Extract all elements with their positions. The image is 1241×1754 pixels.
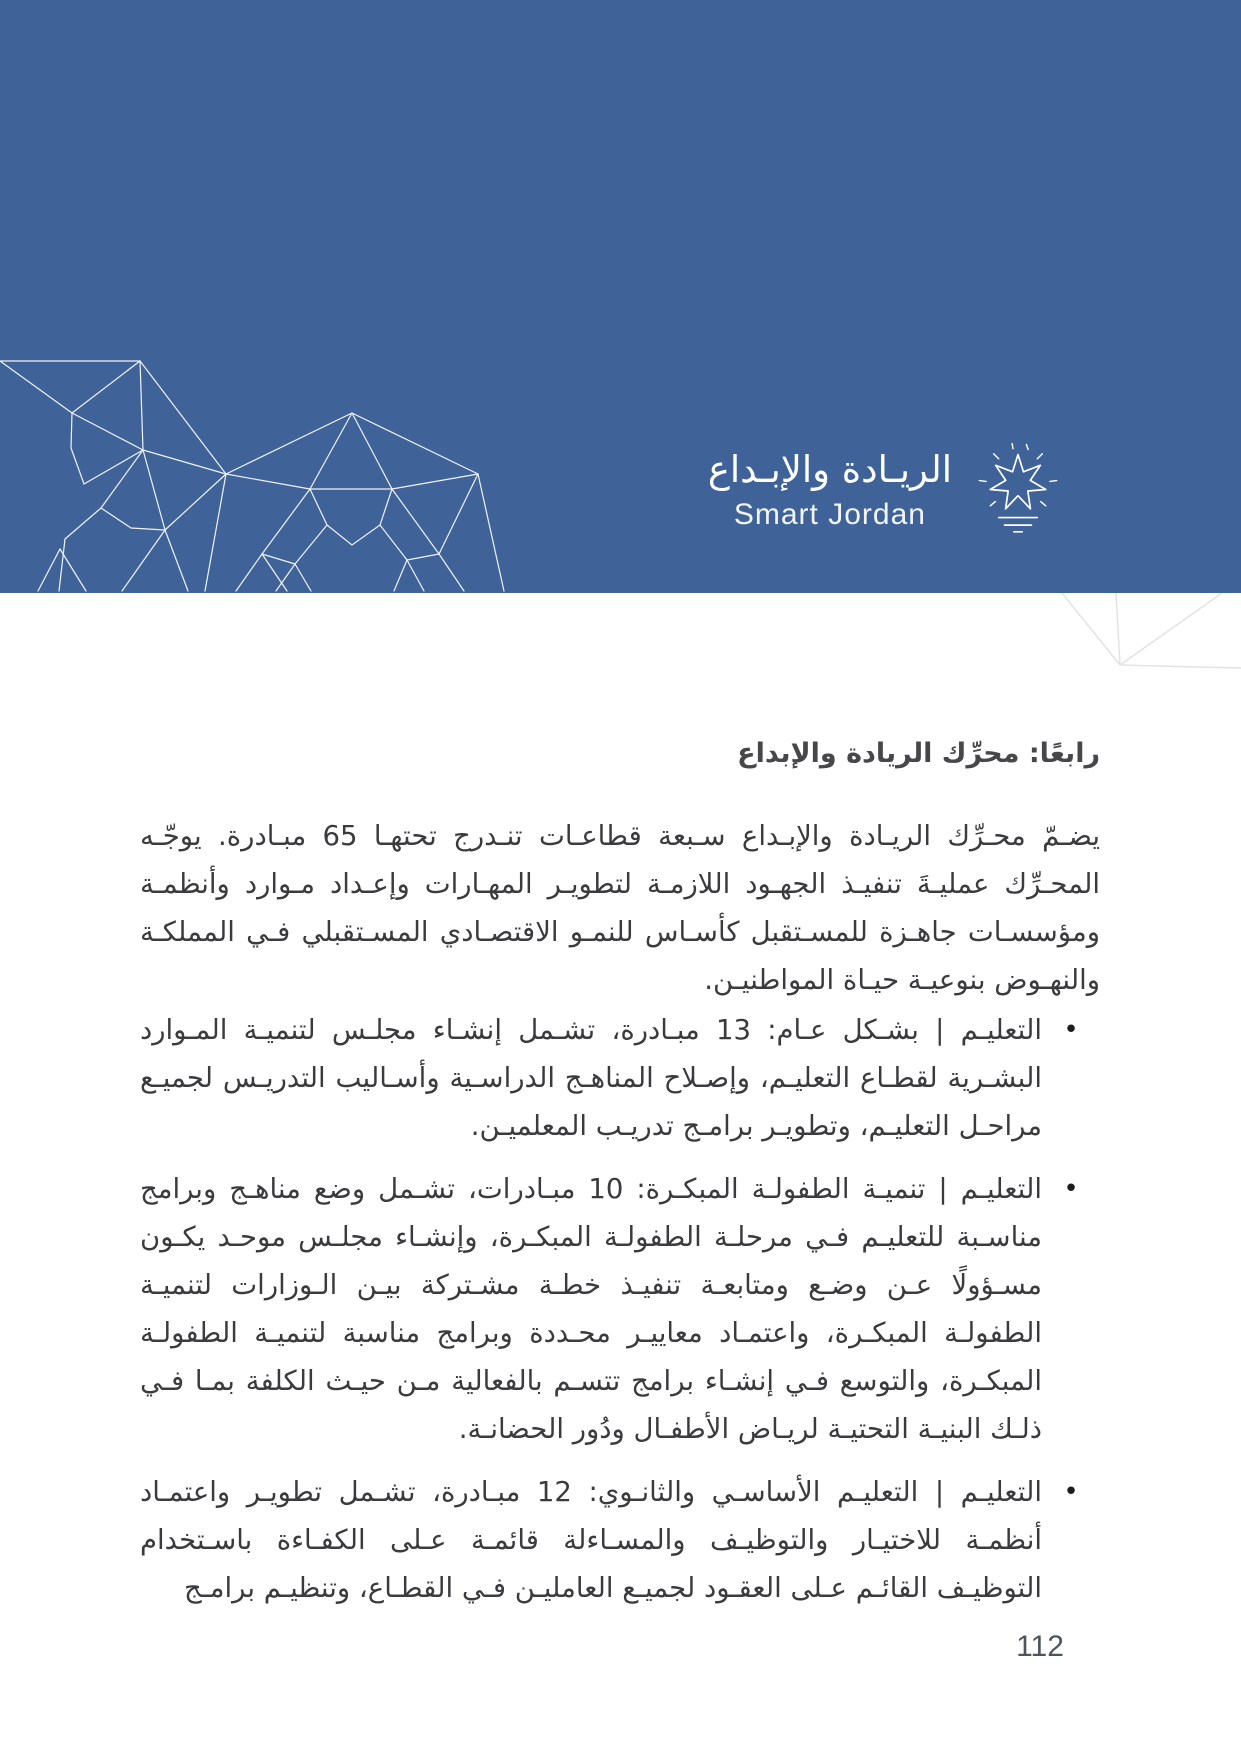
page-number: 112 xyxy=(1016,1630,1064,1663)
bullet-marker: • xyxy=(1063,1174,1079,1204)
banner-title-english: Smart Jordan xyxy=(733,497,926,531)
smart-jordan-logo xyxy=(708,434,1060,544)
bullet-marker: • xyxy=(1063,1477,1079,1507)
list-item xyxy=(140,1165,1100,1453)
list-item xyxy=(140,1006,1100,1150)
banner-mesh-art xyxy=(0,353,660,593)
bullet-list xyxy=(140,1006,1100,1627)
bullet-marker: • xyxy=(1063,1015,1079,1045)
banner xyxy=(0,0,1241,593)
faint-mesh-art xyxy=(1050,593,1241,671)
list-item xyxy=(140,1468,1100,1612)
banner-title-block xyxy=(708,447,952,530)
bullet-text: التعليـم | تنميـة الطفولـة المبكـرة: 10 مبـادرات، تشـمل وضع مناهـج وبرامج مناسـبة للتعليـم فـي مرحلـة الطفولـة المبكـرة، وإنشـاء مجلـس موحـد يكـون مسـؤولًا عـن وضـع ومتابعـة تنفيـذ خطـة مشـتركة بيـن الـوزارات لتنميـة الطفولـة المبكـرة، واعتمـاد معاييـر محـددة وبرامج مناسبة لتنميـة الطفولـة المبكـرة، والتوسع فـي إنشـاء برامج تتسـم بالفعالية مـن حيـث الكلفة بمـا فـي ذلـك البنيـة التحتيـة لريـاض الأطفـال ودُور الحضانـة. xyxy=(140,1173,1042,1445)
banner-title-arabic: الريـادة والإبـداع xyxy=(707,448,952,492)
bullet-text: التعليـم | التعليـم الأساسـي والثانـوي: 12 مبـادرة، تشـمل تطويـر واعتمـاد أنظمـة للاختيـار والتوظيـف والمسـاءلة قائمـة عـلى الكفـاءة باسـتخدام التوظيـف القائـم عـلى العقـود لجميـع العامليـن فـي القطـاع، وتنظيـم برامـج xyxy=(140,1476,1042,1604)
section-heading: رابعًا: محرِّك الريادة والإبداع xyxy=(737,738,1100,769)
bullet-text: التعليـم | بشـكل عـام: 13 مبـادرة، تشـمل إنشـاء مجلـس لتنميـة المـوارد البشـرية لقطـاع التعليـم، وإصـلاح المناهـج الدراسـية وأسـاليب التدريـس لجميـع مراحـل التعليـم، وتطويـر برامـج تدريـب المعلميـن. xyxy=(140,1014,1043,1142)
star-spark-icon xyxy=(976,435,1060,543)
intro-paragraph: يضـمّ محـرِّك الريـادة والإبـداع سـبعة قطاعـات تنـدرج تحتهـا 65 مبـادرة. يوجّـه المحـرِّك عمليـةَ تنفيـذ الجهـود اللازمـة لتطويـر المهـارات وإعـداد مـوارد وأنظمـة ومؤسسـات جاهـزة للمسـتقبل كأسـاس للنمـو الاقتصـادي المسـتقبلي فـي المملكـة والنهـوض بنوعيـة حيـاة المواطنيـن. xyxy=(140,820,1100,996)
